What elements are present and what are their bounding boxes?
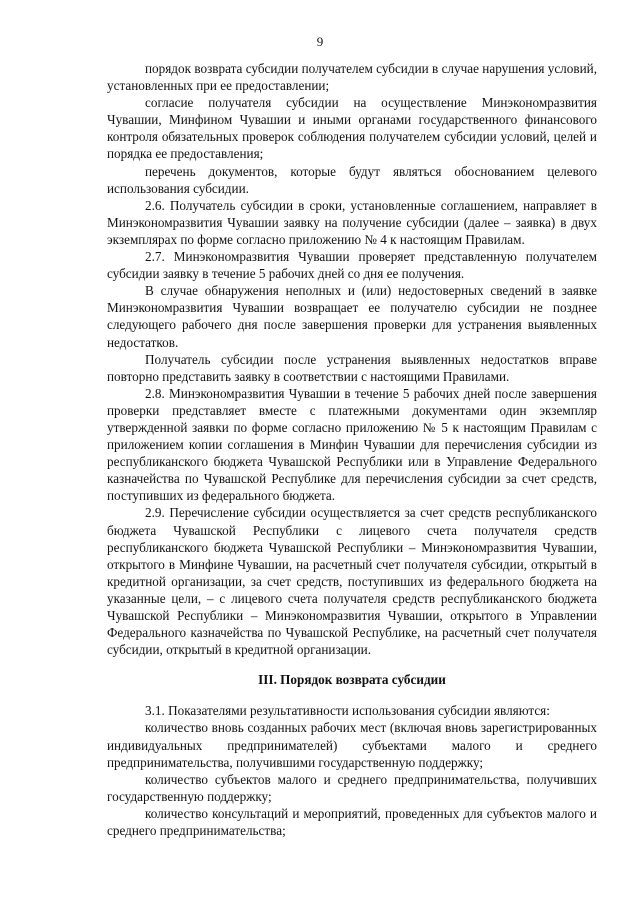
paragraph: 2.6. Получатель субсидии в сроки, установленные соглашением, направляет в Минэкономразвития Чувашии заявку на получение субсидии (далее – заявка) в двух экземплярах по форме согласно приложению № 4 к настоящим Правилам.: [107, 197, 597, 247]
paragraph: Получатель субсидии после устранения выявленных недостатков вправе повторно представить заявку в соответствии с настоящими Правилами.: [107, 351, 597, 384]
document-body: [107, 60, 597, 839]
paragraph: 2.7. Минэкономразвития Чувашии проверяет представленную получателем субсидии заявку в течение 5 рабочих дней со дня ее получения.: [107, 249, 597, 282]
paragraph: 3.1. Показателями результативности использования субсидии являются:: [145, 703, 550, 719]
paragraph: порядок возврата субсидии получателем субсидии в случае нарушения условий, установленных при ее предоставлении;: [107, 61, 597, 94]
paragraph: количество субъектов малого и среднего предпринимательства, получивших государственную поддержку;: [107, 771, 597, 804]
page-number: 9: [316, 34, 324, 49]
paragraph: согласие получателя субсидии на осуществление Минэкономразвития Чувашии, Минфином Чувашии и иными органами государственного финансового контроля обязательных проверок соблюдения получателем субсидии условий, целей и порядка ее предоставления;: [107, 95, 597, 162]
paragraph: 2.8. Минэкономразвития Чувашии в течение 5 рабочих дней после завершения проверки представляет вместе с платежными документами один экземпляр утвержденной заявки по форме согласно приложению № 5 к настоящим Правилам с приложением копии соглашения в Минфин Чувашии для перечисления субсидии из республиканского бюджета Чувашской Республики или в Управление Федерального казначейства по Чувашской Республике для перечисления субсидии за счет средств, поступивших из федерального бюджета.: [107, 385, 597, 504]
paragraph: количество консультаций и мероприятий, проведенных для субъектов малого и среднего предпринимательства;: [107, 805, 597, 839]
paragraph: количество вновь созданных рабочих мест (включая вновь зарегистрированных индивидуальных предпринимателей) субъектами малого и среднего предпринимательства, получившими государственную поддержку;: [107, 720, 597, 770]
paragraph: перечень документов, которые будут являться обоснованием целевого использования субсидии.: [107, 163, 597, 196]
paragraph: 2.9. Перечисление субсидии осуществляется за счет средств республиканского бюджета Чувашской Республики с лицевого счета получателя средств республиканского бюджета Чувашской Республики – Минэкономразвития Чувашии, открытого в Минфине Чувашии, на расчетный счет получателя субсидии, открытый в кредитной организации, за счет средств, поступивших из федерального бюджета на указанные цели, – с лицевого счета получателя средств республиканского бюджета Чувашской Республики – Минэкономразвития Чувашии, открытого в Управлении Федерального казначейства по Чувашской Республике, на расчетный счет получателя субсидии, открытый в кредитной организации.: [107, 505, 597, 658]
section-heading: III. Порядок возврата субсидии: [258, 672, 446, 688]
paragraph: В случае обнаружения неполных и (или) недостоверных сведений в заявке Минэкономразвития Чувашии возвращает ее получателю субсидии не позднее следующего рабочего дня после завершения проверки для устранения выявленных недостатков.: [107, 283, 597, 350]
